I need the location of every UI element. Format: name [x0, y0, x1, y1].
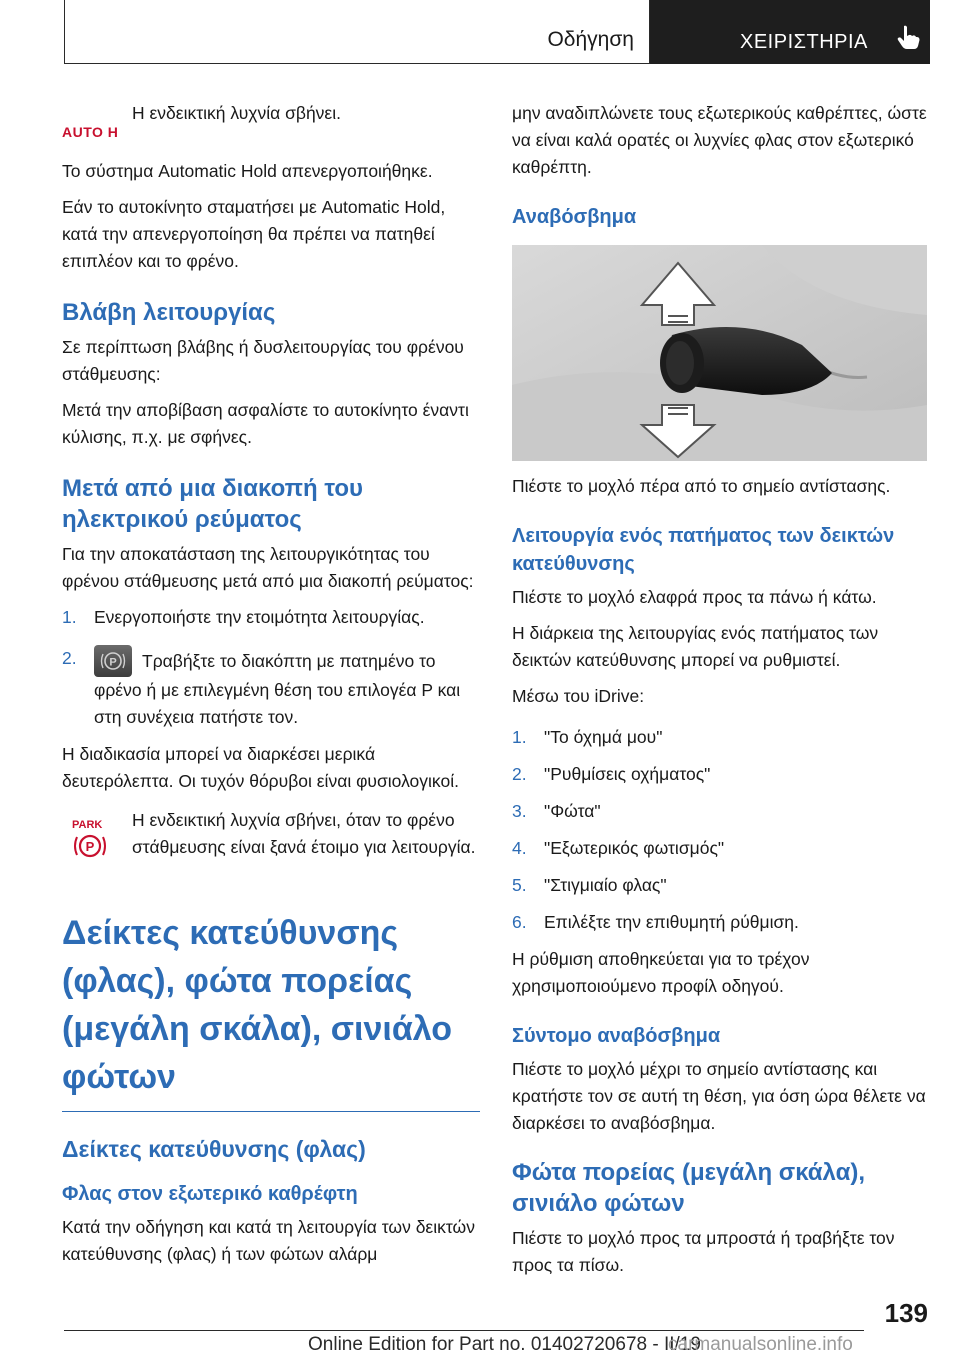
paragraph: Η διάρκεια της λειτουργίας ενός πατήματος των δεικτών κατεύθυνσης μπορεί να ρυθμιστεί.	[512, 623, 879, 670]
auto-hold-note	[62, 100, 482, 146]
auto-hold-text: Η ενδεικτική λυχνία σβήνει.	[132, 103, 341, 123]
paragraph: Πιέστε το μοχλό πέρα από το σημείο αντίστασης.	[512, 476, 891, 496]
chapter-tab-label: ΧΕΙΡΙΣΤΗΡΙΑ	[740, 31, 868, 53]
paragraph: Πιέστε το μοχλό ελαφρά προς τα πάνω ή κάτω.	[512, 587, 877, 607]
paragraph: Πιέστε το μοχλό προς τα μπροστά ή τραβήξτε τον προς τα πίσω.	[512, 1228, 895, 1275]
heading-fault: Βλάβη λειτουργίας	[62, 299, 276, 326]
heading-flashing: Αναβόσβημα	[512, 206, 637, 228]
paragraph: Μετά την αποβίβαση ασφαλίστε το αυτοκίνητο έναντι κύλισης, π.χ. με σφήνες.	[62, 400, 469, 447]
step-text: Τραβήξτε το διακόπτη με πατημένο το φρένο ή με επιλεγμένη θέση του επιλογέα P και στη συνέχεια πατήστε τον.	[94, 651, 461, 727]
svg-text:P: P	[85, 839, 95, 854]
paragraph: Το σύστημα Automatic Hold απενεργοποιήθηκε.	[62, 161, 433, 181]
list-item	[62, 604, 482, 631]
step-number: 1.	[62, 607, 77, 627]
chapter-title: Δείκτες κατεύθυνσης (φλας), φώτα πορείας (μεγάλη σκάλα), σινιάλο φώτων	[62, 914, 453, 1096]
heading-one-touch: Λειτουργία ενός πατήματος των δεικτών κατεύθυνσης	[512, 525, 895, 575]
paragraph: Μέσω του iDrive:	[512, 686, 645, 706]
parking-brake-switch-icon	[94, 645, 132, 677]
list-item: 4. "Εξωτερικός φωτισμός"	[512, 838, 725, 858]
svg-text:P: P	[109, 656, 117, 669]
watermark: carmanualsonline.info	[668, 1334, 853, 1355]
idrive-steps	[512, 724, 932, 936]
chapter-divider	[62, 1111, 480, 1112]
auto-hold-indicator-icon: AUTO H	[62, 124, 119, 140]
section-title: Οδήγηση	[547, 28, 634, 51]
list-item	[62, 645, 482, 731]
paragraph: Πιέστε το μοχλό μέχρι το σημείο αντίστασης και κρατήστε τον σε αυτή τη θέση, για όση ώρα θέλετε να διαρκέσει το αναβόσβημα.	[512, 1059, 926, 1133]
list-item: 3. "Φώτα"	[512, 801, 601, 821]
step-number: 2.	[62, 648, 77, 668]
heading-mirror-turn-signal: Φλας στον εξωτερικό καθρέφτη	[62, 1183, 358, 1205]
footer-divider	[64, 1330, 864, 1331]
park-indicator-text: Η ενδεικτική λυχνία σβήνει, όταν το φρένο στάθμευσης είναι ξανά έτοιμο για λειτουργία.	[132, 810, 476, 857]
hand-pointer-icon	[895, 24, 921, 55]
right-column	[512, 100, 932, 1288]
paragraph: Η διαδικασία μπορεί να διαρκέσει μερικά δευτερόλεπτα. Οι τυχόν θόρυβοι είναι φυσιολογικοί.	[62, 744, 459, 791]
procedure-list	[62, 604, 482, 731]
paragraph: Η ρύθμιση αποθηκεύεται για το τρέχον χρησιμοποιούμενο προφίλ οδηγού.	[512, 949, 810, 996]
turn-signal-lever-illustration	[512, 245, 927, 461]
chapter-tab[interactable]	[650, 0, 930, 64]
paragraph: Για την αποκατάσταση της λειτουργικότητας του φρένου στάθμευσης μετά από μια διακοπή ρεύματος:	[62, 544, 474, 591]
heading-high-beam: Φώτα πορείας (μεγάλη σκάλα), σινιάλο φώτων	[512, 1159, 866, 1217]
paragraph: Εάν το αυτοκίνητο σταματήσει με Automatic Hold, κατά την απενεργοποίηση θα πρέπει να πατηθεί επιπλέον και το φρένο.	[62, 197, 446, 271]
park-indicator-icon: PARK P	[62, 807, 132, 869]
list-item: 6. Επιλέξτε την επιθυμητή ρύθμιση.	[512, 912, 799, 932]
heading-turn-signals: Δείκτες κατεύθυνσης (φλας)	[62, 1136, 366, 1162]
step-text: Ενεργοποιήστε την ετοιμότητα λειτουργίας.	[94, 607, 425, 627]
left-column	[62, 100, 482, 1277]
paragraph: Κατά την οδήγηση και κατά τη λειτουργία των δεικτών κατεύθυνσης (φλας) ή των φώτων αλάρμ	[62, 1217, 475, 1264]
list-item: 2. "Ρυθμίσεις οχήματος"	[512, 764, 711, 784]
heading-power-interruption: Μετά από μια διακοπή του ηλεκτρικού ρεύματος	[62, 475, 364, 533]
page-number: 139	[884, 1298, 928, 1328]
list-item: 5. "Στιγμιαίο φλας"	[512, 875, 667, 895]
park-indicator-note	[62, 807, 482, 869]
list-item: 1. "Το όχημά μου"	[512, 727, 663, 747]
paragraph: μην αναδιπλώνετε τους εξωτερικούς καθρέπτες, ώστε να είναι καλά ορατές οι λυχνίες φλας στον εξωτερικό καθρέπτη.	[512, 103, 927, 177]
heading-short-flash: Σύντομο αναβόσβημα	[512, 1025, 721, 1047]
edition-note: Online Edition for Part no. 01402720678 - II/19	[308, 1334, 701, 1355]
paragraph: Σε περίπτωση βλάβης ή δυσλειτουργίας του φρένου στάθμευσης:	[62, 337, 464, 384]
